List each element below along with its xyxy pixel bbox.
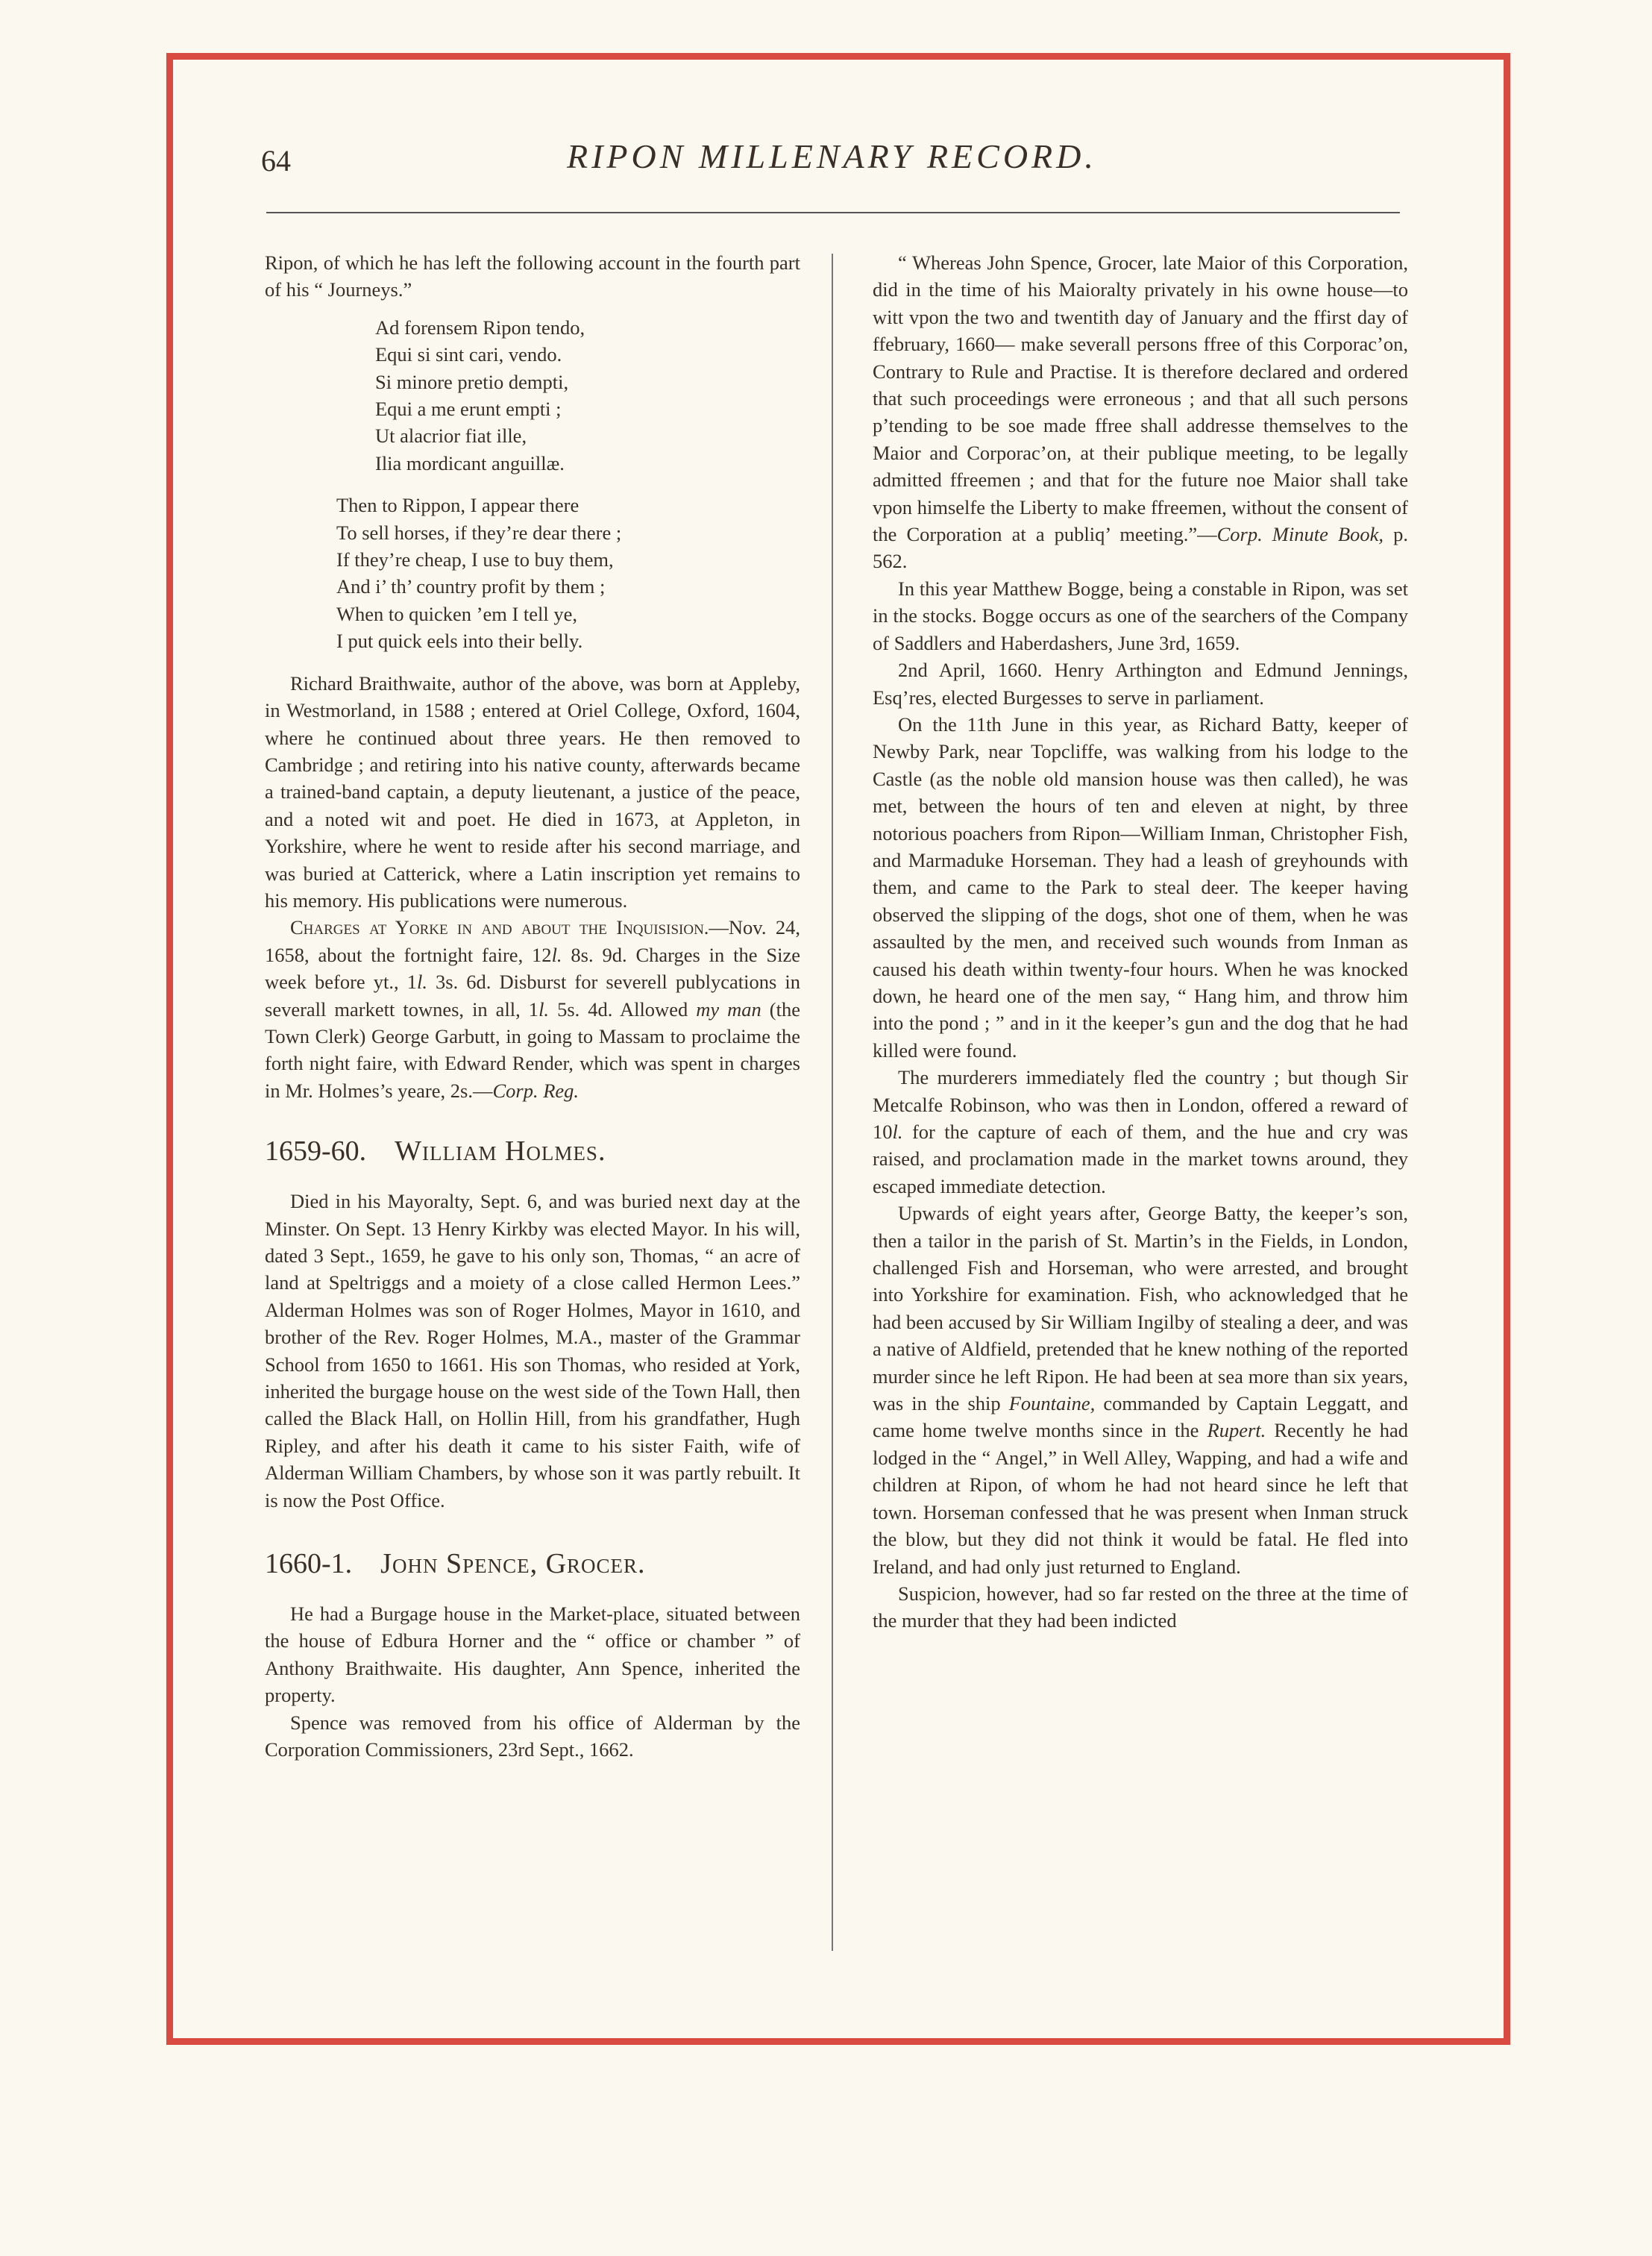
verse-line: Ad forensem Ripon tendo,: [375, 316, 585, 339]
source-citation: Corp. Minute Book,: [1216, 523, 1384, 546]
latin-verse: [265, 314, 800, 477]
verse-line: And i’ th’ country profit by them ;: [336, 575, 606, 598]
column-divider: [832, 254, 833, 1951]
running-title: RIPON MILLENARY RECORD.: [567, 137, 1097, 175]
verse-line: Ilia mordicant anguillæ.: [375, 451, 565, 474]
ship-name: Fountaine,: [1008, 1392, 1096, 1415]
verse-line: Then to Rippon, I appear there: [336, 494, 580, 517]
verse-line: Equi si sint cari, vendo.: [375, 343, 562, 366]
verse-line: I put quick eels into their belly.: [336, 630, 583, 653]
verse-line: Si minore pretio dempti,: [375, 370, 569, 393]
verse-line: To sell horses, if they’re dear there ;: [336, 521, 622, 544]
murderers-paragraph: The murderers immediately fled the country ; but though Sir Metcalfe Robinson, who was then in London, offered a reward of 10l. for the capture of each of them, and the hue and cry was raised, and proclamation made in the market towns around, they escaped immediate detection.: [873, 1066, 1408, 1197]
braithwaite-paragraph: Richard Braithwaite, author of the above, was born at Appleby, in Westmorland, in 1588 ; entered at Oriel College, Oxford, 1604, where he continued about three years. He then removed to Cambridge ; and retiring into his native county, afterwards became a trained-band captain, a deputy lieutenant, a justice of the peace, and a noted wit and poet. He died in 1673, at Appleton, in Yorkshire, where he went to reside after his second marriage, and was buried at Catterick, where a Latin inscription yet remains to his memory. His publications were numerous.: [265, 671, 800, 912]
upwards-paragraph: Upwards of eight years after, George Batty, the keeper’s son, then a tailor in the parish of St. Martin’s in the Fields, in London, challenged Fish and Horseman, who were arrested, and brought into Yorkshire for examination. Fish, who acknowledged that he had been accused by Sir William Ingilby of stealing a deer, and was a native of Aldfield, pretended that he knew nothing of the reported murder since he left Ripon. He had been at sea more than six years, was in the ship Fountaine, commanded by Captain Leggatt, and came home twelve months since in the Rupert. Recently he had lodged in the “ Angel,” in Well Alley, Wapping, and had a wife and children at Ripon, of whom he had not heard since he left that town. Horseman confessed that he was present when Inman struck the blow, but they did not think it would be fatal. He fled into Ireland, and had only just returned to England.: [873, 1202, 1408, 1578]
mayor-heading-spence: 1660-1. John Spence, Grocer.: [265, 1548, 646, 1580]
ship-name: Rupert.: [1207, 1419, 1266, 1442]
header-rule: [266, 212, 1400, 213]
spence-paragraph: Spence was removed from his office of Alderman by the Corporation Commissioners, 23rd Sept., 1662.: [265, 1711, 800, 1761]
verse-line: Equi a me erunt empti ;: [375, 398, 562, 421]
intro-paragraph: Ripon, of which he has left the following account in the fourth part of his “ Journeys.”: [265, 251, 800, 301]
charges-heading: Charges at Yorke in and about the Inquisision.: [290, 916, 709, 939]
whereas-paragraph: “ Whereas John Spence, Grocer, late Maior of this Corporation, did in the time of his Maioralty privately in his owne house—to witt vpon the two and twentith day of January and the ffirst day of ffebruary, 1660— make severall persons ffree of this Corporac’on, Contrary to Rule and Practise. It is therefore declared and ordered that such proceedings were erroneous ; and that all such persons p’tending to be soe made ffree shall addresse themselves to the Maior and Corporac’on, at their publique meeting, to be legally admitted ffreemen ; and that for the future noe Maior shall take vpon himselfe the Liberty to make ffreemen, without the consent of the Corporation at a publiq’ meeting.”—Corp. Minute Book, p. 562.: [873, 251, 1409, 573]
right-column: [873, 249, 1408, 1635]
page-number: 64: [261, 144, 291, 178]
batty-paragraph: On the 11th June in this year, as Richard Batty, keeper of Newby Park, near Topcliffe, was walking from his lodge to the Castle (as the noble old mansion house was then called), he was met, between the hours of ten and eleven at night, by three notorious poachers from Ripon—William Inman, Christopher Fish, and Marmaduke Horseman. They had a leash of greyhounds with them, and came to the Park to steal deer. The keeper having observed the slipping of the dogs, shot one of them, when he was assaulted by the men, and received such wounds from Inman as caused his death within twenty-four hours. When he was knocked down, he heard one of the men say, “ Hang him, and throw him into the pond ; ” and in it the keeper’s gun and the dog that he had killed were found.: [873, 712, 1408, 1062]
bogge-paragraph: In this year Matthew Bogge, being a constable in Ripon, was set in the stocks. Bogge occurs as one of the searchers of the Company of Saddlers and Haberdashers, June 3rd, 1659.: [873, 577, 1408, 654]
mayor-heading-holmes: 1659-60. William Holmes.: [265, 1135, 606, 1168]
spence-paragraph: He had a Burgage house in the Market-place, situated between the house of Edbura Horner and the “ office or chamber ” of Anthony Braithwaite. His daughter, Ann Spence, inherited the property.: [265, 1602, 800, 1707]
suspicion-paragraph: Suspicion, however, had so far rested on the three at the time of the murder that they had been indicted: [873, 1582, 1408, 1632]
source-citation: Corp. Reg.: [492, 1079, 580, 1102]
verse-line: If they’re cheap, I use to buy them,: [336, 548, 614, 571]
verse-line: When to quicken ’em I tell ye,: [336, 602, 578, 625]
charges-paragraph: Charges at Yorke in and about the Inquisision.—Nov. 24, 1658, about the fortnight faire, 12l. 8s. 9d. Charges in the Size week before yt., 1l. 3s. 6d. Disburst for severell publycations in severall markett townes, in all, 1l. 5s. 4d. Allowed my man (the Town Clerk) George Garbutt, in going to Massam to proclaime the forth night faire, with Edward Render, which was spent in charges in Mr. Holmes’s yeare, 2s.—Corp. Reg.: [265, 916, 800, 1102]
english-verse: [265, 492, 800, 654]
april-paragraph: 2nd April, 1660. Henry Arthington and Edmund Jennings, Esq’res, elected Burgesses to serve in parliament.: [873, 659, 1408, 709]
holmes-paragraph: Died in his Mayoralty, Sept. 6, and was buried next day at the Minster. On Sept. 13 Henry Kirkby was elected Mayor. In his will, dated 3 Sept., 1659, he gave to his only son, Thomas, “ an acre of land at Speltriggs and a moiety of a close called Hermon Lees.” Alderman Holmes was son of Roger Holmes, Mayor in 1610, and brother of the Rev. Roger Holmes, M.A., master of the Grammar School from 1650 to 1661. His son Thomas, who resided at York, inherited the burgage house on the west side of the Town Hall, then called the Black Hall, on Hollin Hill, from his grandfather, Hugh Ripley, and after his death it came to his sister Faith, wife of Alderman William Chambers, by whose son it was partly rebuilt. It is now the Post Office.: [265, 1190, 800, 1511]
left-column: [265, 249, 800, 1764]
verse-line: Ut alacrior fiat ille,: [375, 424, 527, 448]
